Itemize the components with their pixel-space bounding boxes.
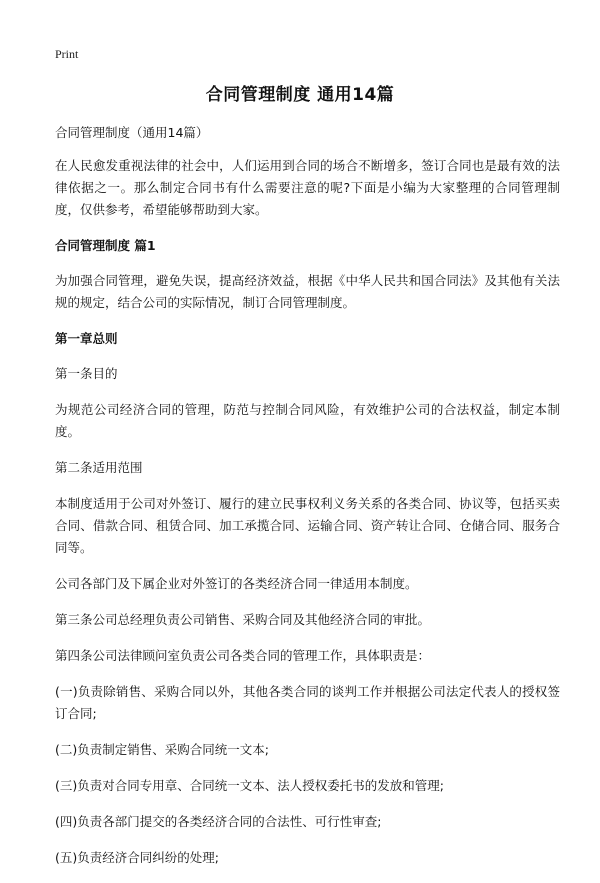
article-2-body: 本制度适用于公司对外签订、履行的建立民事权利义务关系的各类合同、协议等，包括买卖合同、借款合同、租赁合同、加工承揽合同、运输合同、资产转让合同、仓储合同、服务合同等。 <box>55 496 560 555</box>
duty-item-4: (四)负责各部门提交的各类经济合同的合法性、可行性审查; <box>55 814 382 829</box>
section-intro-paragraph: 为加强合同管理，避免失误，提高经济效益，根据《中华人民共和国合同法》及其他有关法规的规定，结合公司的实际情况，制订合同管理制度。 <box>55 273 560 310</box>
article-body <box>55 122 560 883</box>
section-heading-1: 合同管理制度 篇1 <box>55 238 156 253</box>
duty-item-5: (五)负责经济合同纠纷的处理; <box>55 850 219 865</box>
doc-subtitle: 合同管理制度（通用14篇） <box>55 125 209 140</box>
article-1-title: 第一条目的 <box>55 366 118 381</box>
print-link[interactable]: Print <box>55 47 79 61</box>
article-4: 第四条公司法律顾问室负责公司各类合同的管理工作，具体职责是： <box>55 648 431 663</box>
article-1-body: 为规范公司经济合同的管理，防范与控制合同风险，有效维护公司的合法权益，制定本制度。 <box>55 402 560 439</box>
article-3: 第三条公司总经理负责公司销售、采购合同及其他经济合同的审批。 <box>55 612 431 627</box>
article-2-title: 第二条适用范围 <box>55 460 143 475</box>
duty-item-3: (三)负责对合同专用章、合同统一文本、法人授权委托书的发放和管理; <box>55 778 444 793</box>
intro-paragraph: 在人民愈发重视法律的社会中，人们运用到合同的场合不断增多，签订合同也是最有效的法律依据之一。那么制定合同书有什么需要注意的呢?下面是小编为大家整理的合同管理制度，仅供参考，希望能够帮助到大家。 <box>55 158 560 217</box>
chapter-heading-1: 第一章总则 <box>55 331 118 346</box>
duty-item-1: (一)负责除销售、采购合同以外，其他各类合同的谈判工作并根据公司法定代表人的授权签订合同; <box>55 684 560 721</box>
article-2-scope: 公司各部门及下属企业对外签订的各类经济合同一律适用本制度。 <box>55 576 418 591</box>
duty-item-2: (二)负责制定销售、采购合同统一文本; <box>55 742 269 757</box>
page-title: 合同管理制度 通用14篇 <box>205 85 395 105</box>
